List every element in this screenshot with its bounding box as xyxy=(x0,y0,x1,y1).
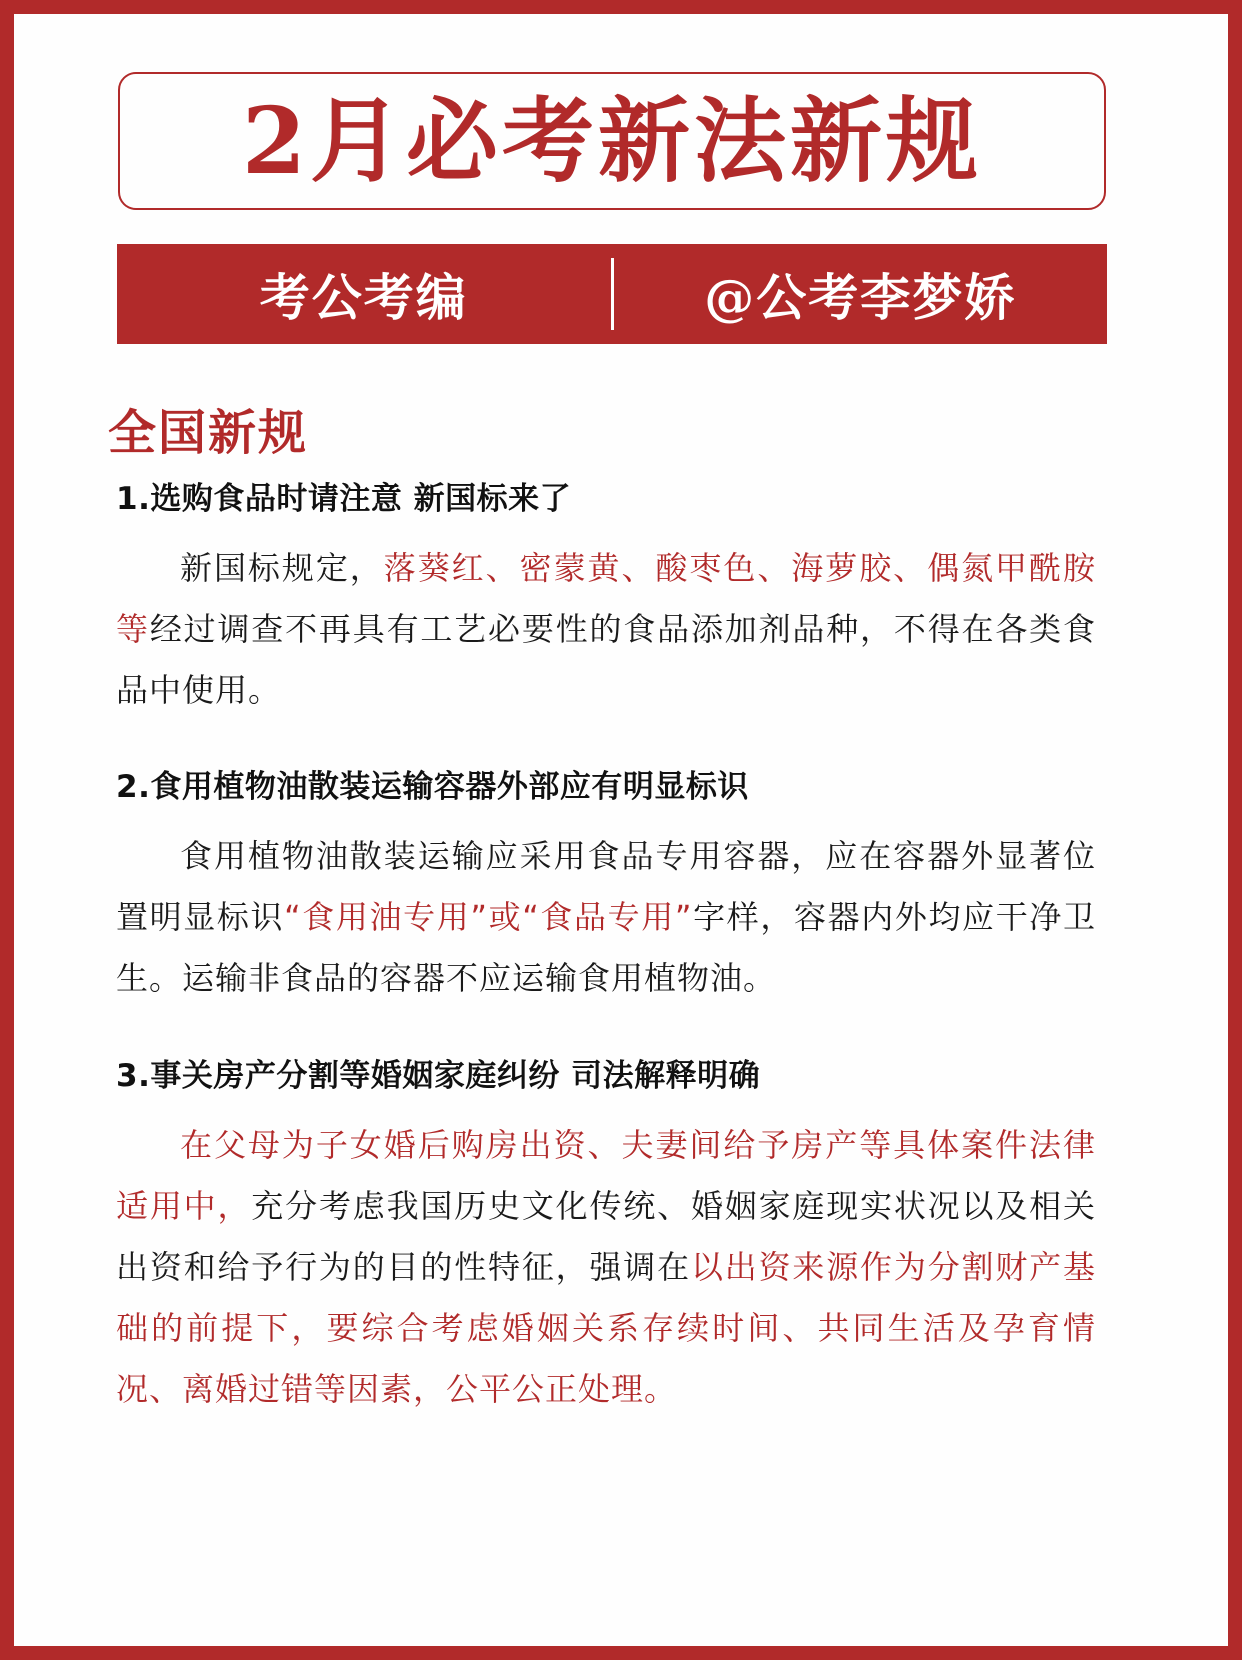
article-heading: 1.选购食品时请注意 新国标来了 xyxy=(116,481,572,517)
article-body xyxy=(116,826,1096,1009)
article-item-3 xyxy=(116,1055,1096,1420)
highlighted-segment: “食用油专用”或“食品专用” xyxy=(284,898,693,936)
body-segment: 充分考虑我国历史文化传统、婚姻家庭现实状况以及相关出资和给予行为的目的性特征，强调在 xyxy=(116,1187,1096,1286)
page xyxy=(14,14,1228,1646)
article-item-1 xyxy=(116,478,1096,721)
highlighted-segment: 落葵红、密蒙黄、酸枣色、海萝胶、偶氮甲酰胺等 xyxy=(116,549,1096,648)
article-heading: 2.食用植物油散装运输容器外部应有明显标识 xyxy=(116,769,749,805)
section-title: 全国新规 xyxy=(108,405,309,461)
article-body xyxy=(116,1115,1096,1420)
title-box xyxy=(118,72,1106,210)
highlighted-segment: 以出资来源作为分割财产基础的前提下，要综合考虑婚姻关系存续时间、共同生活及孕育情况、离婚过错等因素，公平公正处理。 xyxy=(116,1248,1096,1408)
highlighted-segment: 在父母为子女婚后购房出资、夫妻间给予房产等具体案件法律适用中， xyxy=(116,1126,1096,1225)
banner-tag: 考公考编 xyxy=(259,268,468,327)
body-segment: 食用植物油散装运输应采用食品专用容器，应在容器外显著位置明显标识 xyxy=(116,837,1096,936)
article-body xyxy=(116,538,1096,721)
banner-author: @公考李梦娇 xyxy=(704,268,1017,327)
page-title: 2月必考新法新规 xyxy=(241,87,982,195)
body-segment: 经过调查不再具有工艺必要性的食品添加剂品种，不得在各类食品中使用。 xyxy=(116,610,1096,709)
article-item-2 xyxy=(116,766,1096,1009)
body-segment: 新国标规定， xyxy=(180,549,384,587)
author-banner xyxy=(117,244,1107,344)
article-heading: 3.事关房产分割等婚姻家庭纠纷 司法解释明确 xyxy=(116,1058,761,1094)
body-segment: 字样，容器内外均应干净卫生。运输非食品的容器不应运输食用植物油。 xyxy=(116,898,1096,997)
